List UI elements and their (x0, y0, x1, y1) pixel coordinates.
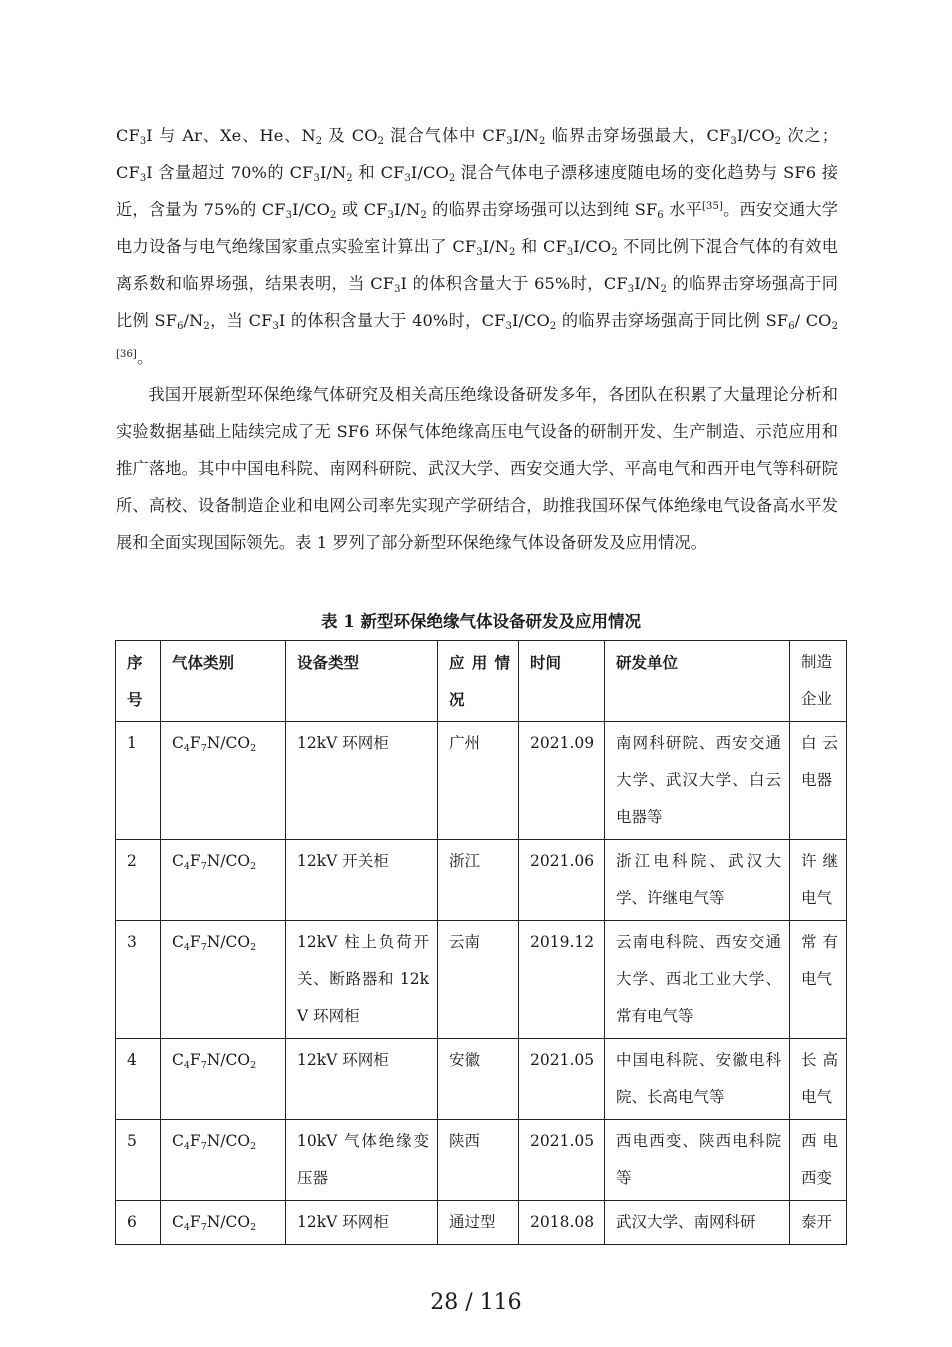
table-row (116, 722, 847, 840)
table-row (116, 840, 847, 921)
cell-time: 2021.06 (519, 840, 605, 921)
cell-equipment-type: 10kV 气体绝缘变压器 (286, 1120, 438, 1201)
cell-application: 安徽 (438, 1039, 519, 1120)
header-index: 序号 (116, 641, 161, 722)
cell-manufacturer: 泰开 (790, 1201, 847, 1245)
cell-time: 2021.05 (519, 1039, 605, 1120)
cell-application: 云南 (438, 921, 519, 1039)
paragraph-2: 我国开展新型环保绝缘气体研究及相关高压绝缘设备研发多年，各团队在积累了大量理论分析和实验数据基础上陆续完成了无 SF6 环保气体绝缘高压电气设备的研制开发、生产制造、示范应用和推广落地。其中中国电科院、南网科研院、武汉大学、西安交通大学、平高电气和西开电气等科研院所、高校、设备制造企业和电网公司率先实现产学研结合，助推我国环保气体绝缘电气设备高水平发展和全面实现国际领先。表 1 罗列了部分新型环保绝缘气体设备研发及应用情况。 (116, 385, 838, 552)
cell-equipment-type: 12kV 环网柜 (286, 1039, 438, 1120)
cell-research-unit: 云南电科院、西安交通大学、西北工业大学、常有电气等 (605, 921, 790, 1039)
cell-time: 2019.12 (519, 921, 605, 1039)
cell-manufacturer: 西电西变 (790, 1120, 847, 1201)
header-manufacturer: 制造企业 (790, 641, 847, 722)
cell-gas-type: $C_4F_7N/CO_2$ (161, 1120, 286, 1201)
cell-time: 2018.08 (519, 1201, 605, 1245)
table-header-row (116, 641, 847, 722)
cell-index: 1 (116, 722, 161, 840)
cell-time: 2021.05 (519, 1120, 605, 1201)
cell-equipment-type: 12kV 环网柜 (286, 1201, 438, 1245)
cell-manufacturer: 许继电气 (790, 840, 847, 921)
header-gas-type: 气体类别 (161, 641, 286, 722)
body-text (116, 117, 838, 561)
table-row (116, 1039, 847, 1120)
cell-gas-type: $C_4F_7N/CO_2$ (161, 722, 286, 840)
cell-application: 广州 (438, 722, 519, 840)
table-row (116, 1201, 847, 1245)
cell-research-unit: 南网科研院、西安交通大学、武汉大学、白云电器等 (605, 722, 790, 840)
cell-gas-type: $C_4F_7N/CO_2$ (161, 840, 286, 921)
cell-application: 浙江 (438, 840, 519, 921)
cell-application: 陕西 (438, 1120, 519, 1201)
cell-gas-type: $C_4F_7N/CO_2$ (161, 1039, 286, 1120)
cell-manufacturer: 常有电气 (790, 921, 847, 1039)
cell-research-unit: 浙江电科院、武汉大学、许继电气等 (605, 840, 790, 921)
page-number: 28 / 116 (430, 1290, 522, 1315)
cell-index: 4 (116, 1039, 161, 1120)
cell-equipment-type: 12kV 柱上负荷开关、断路器和 12kV 环网柜 (286, 921, 438, 1039)
cell-research-unit: 西电西变、陕西电科院等 (605, 1120, 790, 1201)
paragraph-1: $CF_3I$ 与 Ar、Xe、He、$N_2$ 及 $CO_2$ 混合气体中 $CF_3I/N_2$ 临界击穿场强最大，$CF_3I/CO_2$ 次之；$CF_3I$ 含量超过 70%的 $CF_3I/N_2$ 和 $CF_3I/CO_2$ 混合气体电子漂移速度随电场的变化趋势与 SF6 接近，含量为 75%的 $CF_3I/CO_2$ 或 $CF_3I/N_2$ 的临界击穿场强可以达到纯 $SF_6$ 水平[35]。西安交通大学电力设备与电气绝缘国家重点实验室计算出了 $CF_3I/N_2$ 和 $CF_3I/CO_2$ 不同比例下混合气体的有效电离系数和临界场强，结果表明，当 $CF_3I$ 的体积含量大于 65%时，$CF_3I/N_2$ 的临界击穿场强高于同比例 $SF_6/N_2$，当 $CF_3I$ 的体积含量大于 40%时，$CF_3I/CO_2$ 的临界击穿场强高于同比例 $SF_6/$ $CO_2$ [36]。 (116, 126, 839, 367)
cell-manufacturer: 长高电气 (790, 1039, 847, 1120)
cell-application: 通过型 (438, 1201, 519, 1245)
table-row (116, 1120, 847, 1201)
cell-gas-type: $C_4F_7N/CO_2$ (161, 1201, 286, 1245)
cell-gas-type: $C_4F_7N/CO_2$ (161, 921, 286, 1039)
cell-index: 5 (116, 1120, 161, 1201)
header-application: 应用情况 (438, 641, 519, 722)
table-row (116, 921, 847, 1039)
cell-index: 6 (116, 1201, 161, 1245)
cell-research-unit: 中国电科院、安徽电科院、长高电气等 (605, 1039, 790, 1120)
equipment-table (115, 640, 847, 1245)
cell-manufacturer: 白云电器 (790, 722, 847, 840)
cell-index: 2 (116, 840, 161, 921)
header-time: 时间 (519, 641, 605, 722)
header-research-unit: 研发单位 (605, 641, 790, 722)
cell-equipment-type: 12kV 环网柜 (286, 722, 438, 840)
cell-index: 3 (116, 921, 161, 1039)
cell-research-unit: 武汉大学、南网科研 (605, 1201, 790, 1245)
header-equipment-type: 设备类型 (286, 641, 438, 722)
table-caption: 表 1 新型环保绝缘气体设备研发及应用情况 (321, 612, 641, 631)
cell-equipment-type: 12kV 开关柜 (286, 840, 438, 921)
cell-time: 2021.09 (519, 722, 605, 840)
